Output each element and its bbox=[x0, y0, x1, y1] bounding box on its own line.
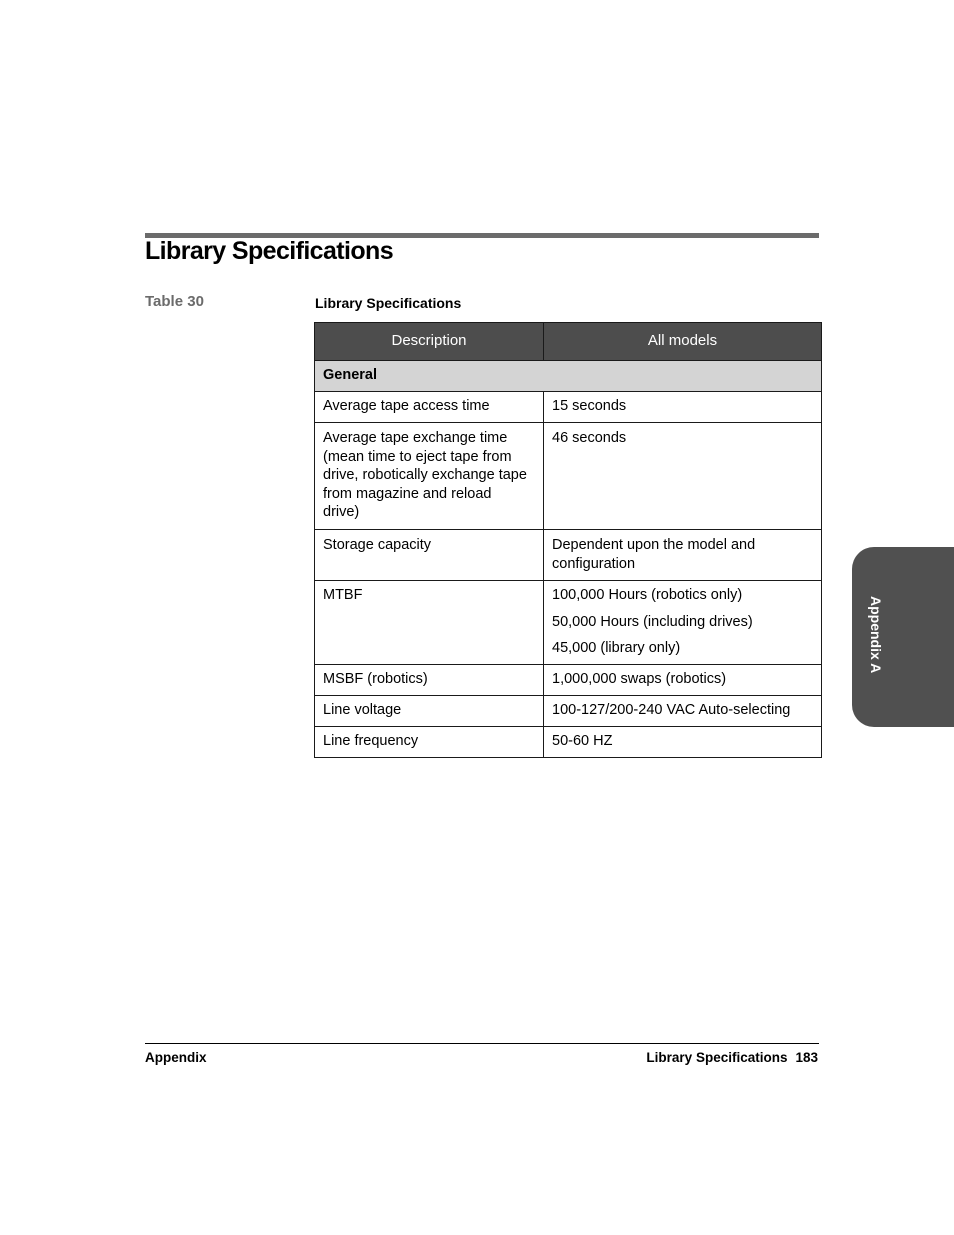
row-value bbox=[544, 423, 822, 530]
cell-line: 45,000 (library only) bbox=[552, 640, 681, 656]
cell-line: 1,000,000 swaps (robotics) bbox=[552, 671, 727, 687]
row-description bbox=[315, 696, 544, 727]
row-value bbox=[544, 530, 822, 581]
cell-line: 50,000 Hours (including drives) bbox=[552, 613, 753, 630]
cell-line: Line frequency bbox=[323, 733, 419, 749]
cell-line: 50-60 HZ bbox=[552, 733, 613, 749]
table-caption: Library Specifications bbox=[315, 295, 462, 311]
table-row bbox=[315, 727, 822, 758]
section-label: General bbox=[315, 361, 822, 392]
row-value bbox=[544, 665, 822, 696]
page-number: 183 bbox=[795, 1050, 818, 1065]
row-value bbox=[544, 727, 822, 758]
table-row bbox=[315, 392, 822, 423]
cell-line: Average tape access time bbox=[323, 398, 490, 414]
header-description: Description bbox=[315, 323, 544, 361]
cell-line: from magazine and reload bbox=[323, 485, 492, 502]
table-row bbox=[315, 696, 822, 727]
table-number-label: Table 30 bbox=[145, 293, 204, 310]
cell-line: Storage capacity bbox=[323, 537, 432, 553]
cell-line: configuration bbox=[552, 555, 636, 572]
table-row bbox=[315, 665, 822, 696]
cell-line: Dependent upon the model and bbox=[552, 537, 756, 553]
row-description bbox=[315, 581, 544, 665]
cell-line: 15 seconds bbox=[552, 398, 627, 414]
footer-chapter: Appendix bbox=[145, 1050, 207, 1065]
cell-line: (mean time to eject tape from bbox=[323, 448, 512, 465]
row-description bbox=[315, 665, 544, 696]
table-row bbox=[315, 423, 822, 530]
cell-line: Average tape exchange time bbox=[323, 430, 508, 446]
specifications-table bbox=[314, 322, 822, 758]
row-description bbox=[315, 727, 544, 758]
table-row bbox=[315, 530, 822, 581]
cell-line: 100-127/200-240 VAC Auto-selecting bbox=[552, 702, 791, 718]
row-description bbox=[315, 530, 544, 581]
row-description bbox=[315, 423, 544, 530]
side-tab-label: Appendix A bbox=[868, 596, 884, 674]
header-all-models: All models bbox=[544, 323, 822, 361]
table-row bbox=[315, 581, 822, 665]
cell-line: MTBF bbox=[323, 587, 363, 603]
footer-section bbox=[646, 1049, 818, 1067]
section-row-general bbox=[315, 361, 822, 392]
row-description bbox=[315, 392, 544, 423]
row-value bbox=[544, 392, 822, 423]
cell-line: MSBF (robotics) bbox=[323, 671, 428, 687]
table-header-row bbox=[315, 323, 822, 361]
footer-rule bbox=[145, 1043, 819, 1044]
cell-line: 100,000 Hours (robotics only) bbox=[552, 587, 743, 603]
page-title: Library Specifications bbox=[145, 237, 393, 265]
row-value bbox=[544, 581, 822, 665]
footer-section-title: Library Specifications bbox=[646, 1050, 788, 1065]
cell-line: drive, robotically exchange tape bbox=[323, 467, 527, 483]
cell-line: drive) bbox=[323, 504, 360, 520]
cell-line: Line voltage bbox=[323, 702, 402, 718]
row-value bbox=[544, 696, 822, 727]
cell-line: 46 seconds bbox=[552, 430, 627, 446]
